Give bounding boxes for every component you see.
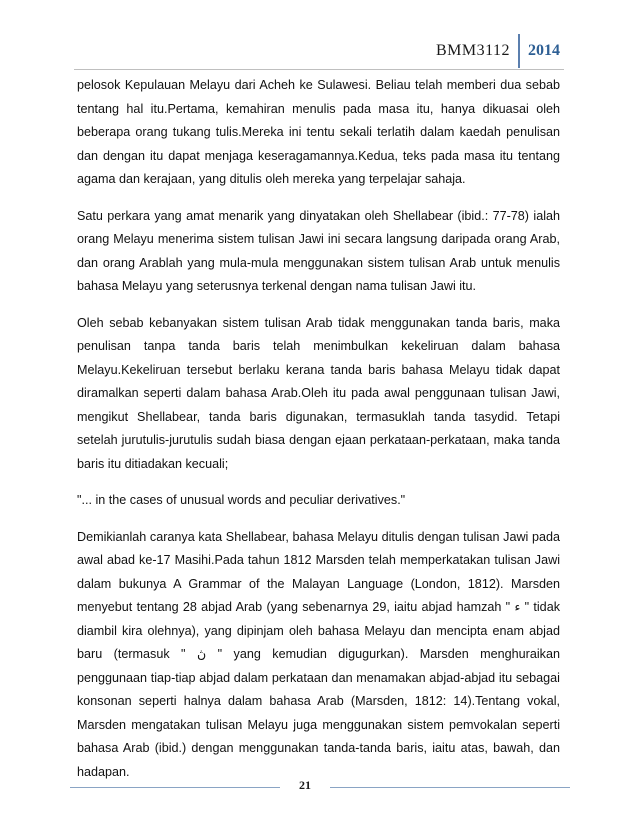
header-rule [74,69,564,70]
body-text [77,74,560,797]
course-code: BMM3112 [435,42,510,59]
footer-rule-left [70,787,280,788]
paragraph-1: pelosok Kepulauan Melayu dari Acheh ke Sulawesi. Beliau telah memberi dua sebab tentang hal itu.Pertama, kemahiran menulis pada masa itu, hanya dikuasai oleh beberapa orang tukang tulis.Mereka ini tentu sekali terlatih dalam kaedah penulisan dan dengan itu dapat menjaga keseragamannya.Kedua, teks pada masa itu tentang agama dan kerajaan, yang ditulis oleh mereka yang terpelajar sahaja. [77,78,560,186]
paragraph-2: Satu perkara yang amat menarik yang dinyatakan oleh Shellabear (ibid.: 77-78) ialah orang Melayu menerima sistem tulisan Jawi ini secara langsung daripada orang Arab, dan orang Arablah yang mula-mula menggunakan sistem tulisan Arab untuk menulis bahasa Melayu yang seterusnya terkenal dengan nama tulisan Jawi itu. [77,208,560,293]
page-number: 21 [299,778,311,792]
quote-paragraph: "... in the cases of unusual words and peculiar derivatives." [77,493,406,507]
footer-rule-right [330,787,570,788]
page-header [436,34,560,68]
paragraph-5: Demikianlah caranya kata Shellabear, bahasa Melayu ditulis dengan tulisan Jawi pada awal abad ke-17 Masihi.Pada tahun 1812 Marsden telah memperkatakan tulisan Jawi dalam bukunya A Grammar of the Malayan Language (London, 1812). Marsden menyebut tentang 28 abjad Arab (yang sebenarnya 29, iaitu abjad hamzah " ء " tidak diambil kira olehnya), yang dipinjam oleh bahasa Melayu dan mencipta enam abjad baru (termasuk " ڽ " yang kemudian digugurkan). Marsden menghuraikan penggunaan tiap-tiap abjad dalam perkataan dan menamakan abjad-abjad itu sebagai konsonan seperti halnya dalam bahasa Arab (Marsden, 1812: 14).Tentang vokal, Marsden mengatakan tulisan Melayu juga menggunakan sistem pemvokalan seperti bahasa Arab (ibid.) dengan menggunakan tanda-tanda baris, iaitu atas, bawah, dan hadapan. [77,529,560,779]
paragraph-3: Oleh sebab kebanyakan sistem tulisan Arab tidak menggunakan tanda baris, maka penulisan tanpa tanda baris telah menimbulkan kekeliruan dalam bahasa Melayu.Kekeliruan tersebut berlaku kerana tanda baris bahasa Melayu tidak dapat diramalkan seperti dalam bahasa Arab.Oleh itu pada awal penggunaan tulisan Jawi, mengikut Shellabear, tanda baris digunakan, termasuklah tanda tasydid. Tetapi setelah jurutulis-jurutulis sudah biasa dengan ejaan perkataan-perkataan, maka tanda baris itu ditiadakan kecuali; [77,315,560,471]
header-year: 2014 [528,42,560,59]
